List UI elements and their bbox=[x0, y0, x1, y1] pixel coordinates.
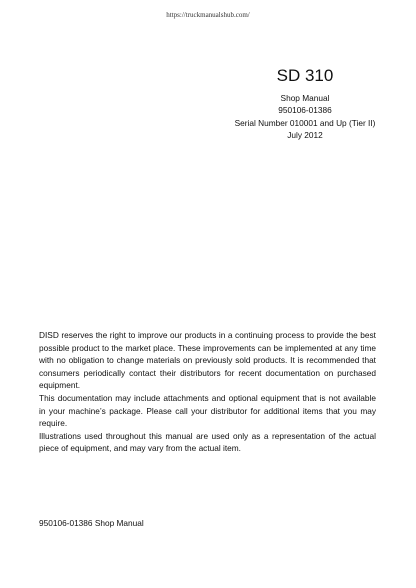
footer-label: 950106-01386 Shop Manual bbox=[39, 518, 144, 528]
serial-range: Serial Number 010001 and Up (Tier II) bbox=[234, 117, 376, 128]
model-title: SD 310 bbox=[276, 66, 334, 85]
part-number: 950106-01386 bbox=[278, 105, 332, 116]
disclaimer bbox=[39, 329, 376, 455]
manual-type: Shop Manual bbox=[280, 93, 330, 103]
publication-date: July 2012 bbox=[287, 130, 323, 141]
disclaimer-paragraph-1: DISD reserves the right to improve our products in a continuing process to provide the best possible product to the market place. These improvements can be implemented at any time with no obligation to change materials on previously sold products. It is recommended that consumers periodically contact their distributors for recent documentation on purchased equipment. bbox=[39, 330, 376, 391]
disclaimer-paragraph-3: Illustrations used throughout this manual are used only as a representation of the actual piece of equipment, and may vary from the actual item. bbox=[39, 430, 376, 454]
title-block bbox=[200, 66, 410, 142]
source-url: https://truckmanualshub.com/ bbox=[166, 11, 250, 19]
disclaimer-paragraph-2: This documentation may include attachments and optional equipment that is not available in your machine’s package. Please call your distributor for additional items that you may require. bbox=[39, 392, 376, 429]
